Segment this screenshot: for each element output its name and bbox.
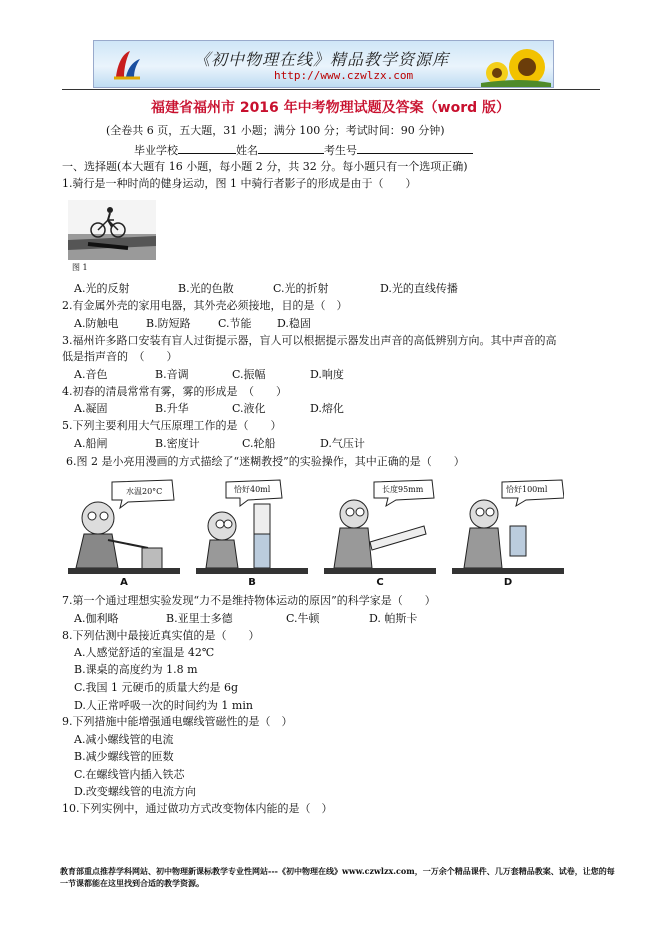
q5-option-b[interactable]: B.密度计 xyxy=(155,437,200,450)
banner-url[interactable]: http://www.czwlzx.com xyxy=(274,69,414,82)
document-title: 福建省福州市 2016 年中考物理试题及答案（word 版） xyxy=(150,100,511,116)
panel-a[interactable] xyxy=(68,478,180,588)
question-9-stem: 9.下列措施中能增强通电螺线管磁性的是（ ） xyxy=(62,715,293,728)
q3-option-c[interactable]: C.振幅 xyxy=(232,368,266,381)
q2-option-d[interactable]: D.稳固 xyxy=(277,317,311,330)
cyclist-image xyxy=(68,200,156,260)
question-7-stem: 7.第一个通过理想实验发现“力不是维持物体运动的原因”的科学家是（ ） xyxy=(62,594,436,607)
q3-option-d[interactable]: D.响度 xyxy=(310,368,344,381)
q2-option-a[interactable]: A.防触电 xyxy=(74,317,119,330)
q7-option-c[interactable]: C.牛顿 xyxy=(286,612,320,625)
q7-option-a[interactable]: A.伽利略 xyxy=(74,612,119,625)
exam-info: (全卷共 6 页，五大题，31 小题；满分 100 分；考试时间：90 分钟) xyxy=(106,124,445,137)
q2-option-c[interactable]: C.节能 xyxy=(218,317,252,330)
figure-1-caption: 图 1 xyxy=(72,263,88,272)
site-logo-icon xyxy=(112,47,142,81)
q1-option-c[interactable]: C.光的折射 xyxy=(273,282,329,295)
panel-b-bubble-text: 恰好40ml xyxy=(234,485,271,494)
candidate-fields xyxy=(134,142,473,158)
q2-option-b[interactable]: B.防短路 xyxy=(146,317,191,330)
question-1-stem: 1.骑行是一种时尚的健身运动，图 1 中骑行者影子的形成是由于（ ） xyxy=(62,177,417,190)
q4-option-a[interactable]: A.凝固 xyxy=(74,402,108,415)
exam-no-blank[interactable] xyxy=(357,142,473,154)
q1-option-d[interactable]: D.光的直线传播 xyxy=(380,282,458,295)
q9-option-a[interactable]: A.减小螺线管的电流 xyxy=(74,733,174,746)
banner-title: 《初中物理在线》精品教学资源库 xyxy=(194,50,450,69)
q9-option-b[interactable]: B.减少螺线管的匝数 xyxy=(74,750,174,763)
school-blank[interactable] xyxy=(178,142,236,154)
q1-option-a[interactable]: A.光的反射 xyxy=(74,282,130,295)
q1-option-b[interactable]: B.光的色散 xyxy=(178,282,234,295)
panel-b-label: B xyxy=(248,577,256,588)
q4-option-b[interactable]: B.升华 xyxy=(155,402,189,415)
page-footer: 教育部重点推荐学科网站、初中物理新课标教学专业性网站---《初中物理在线》www.czwlzx.com，一万余个精品课件、几万套精品教案、试卷，让您的每一节课都能在这里找到合适的教学资源。 xyxy=(60,866,615,888)
question-10-stem: 10.下列实例中，通过做功方式改变物体内能的是（ ） xyxy=(62,802,333,815)
q8-option-a[interactable]: A.人感觉舒适的室温是 42℃ xyxy=(74,646,215,659)
panel-a-label: A xyxy=(120,577,128,588)
panel-c-label: C xyxy=(376,577,384,588)
question-5-stem: 5.下列主要利用大气压原理工作的是（ ） xyxy=(62,419,282,432)
q8-option-d[interactable]: D.人正常呼吸一次的时间约为 1 min xyxy=(74,699,253,712)
q4-option-d[interactable]: D.熔化 xyxy=(310,402,344,415)
q5-option-c[interactable]: C.轮船 xyxy=(242,437,276,450)
school-label: 毕业学校 xyxy=(134,144,178,157)
q3-option-b[interactable]: B.音调 xyxy=(155,368,189,381)
header-rule xyxy=(62,89,600,90)
question-6-stem: 6.图 2 是小亮用漫画的方式描绘了“迷糊教授”的实验操作，其中正确的是（ ） xyxy=(66,455,465,468)
panel-c[interactable] xyxy=(324,478,436,588)
panel-c-bubble-text: 长度95mm xyxy=(382,485,424,494)
q7-option-d[interactable]: D. 帕斯卡 xyxy=(369,612,418,625)
sunflower-image xyxy=(481,43,551,87)
professor-ruler-image xyxy=(324,478,436,574)
name-blank[interactable] xyxy=(258,142,324,154)
figure-1 xyxy=(68,200,156,272)
panel-b[interactable] xyxy=(196,478,308,588)
exam-no-label: 考生号 xyxy=(324,144,357,157)
q4-option-c[interactable]: C.液化 xyxy=(232,402,266,415)
q5-option-a[interactable]: A.船闸 xyxy=(74,437,108,450)
professor-thermometer-image xyxy=(68,478,180,574)
professor-measuring-cup-image xyxy=(452,478,564,574)
question-3-stem-line2: 低是指声音的 （ ） xyxy=(62,350,178,363)
name-label: 姓名 xyxy=(236,144,258,157)
q5-option-d[interactable]: D.气压计 xyxy=(320,437,365,450)
q8-option-c[interactable]: C.我国 1 元硬币的质量大约是 6g xyxy=(74,681,239,694)
question-4-stem: 4.初春的清晨常常有雾，雾的形成是 （ ） xyxy=(62,385,287,398)
q9-option-c[interactable]: C.在螺线管内插入铁芯 xyxy=(74,768,185,781)
q9-option-d[interactable]: D.改变螺线管的电流方向 xyxy=(74,785,196,798)
question-2-stem: 2.有金属外壳的家用电器，其外壳必须接地，目的是（ ） xyxy=(62,299,348,312)
question-3-stem-line1: 3.福州许多路口安装有盲人过街提示器，盲人可以根据提示器发出声音的高低辨别方向。其中声音的高 xyxy=(62,334,557,347)
figure-2 xyxy=(68,478,580,588)
section-heading: 一、选择题(本大题有 16 小题，每小题 2 分，共 32 分。每小题只有一个选项正确) xyxy=(62,160,468,173)
professor-cylinder-image xyxy=(196,478,308,574)
panel-d-bubble-text: 恰好100ml xyxy=(506,485,548,494)
panel-a-bubble-text: 水温20°C xyxy=(126,487,163,496)
panel-d-label: D xyxy=(503,577,513,588)
panel-d[interactable] xyxy=(452,478,564,588)
header-banner xyxy=(93,40,554,88)
question-8-stem: 8.下列估测中最接近真实值的是（ ） xyxy=(62,629,260,642)
q3-option-a[interactable]: A.音色 xyxy=(74,368,108,381)
q7-option-b[interactable]: B.亚里士多德 xyxy=(166,612,233,625)
q8-option-b[interactable]: B.课桌的高度约为 1.8 m xyxy=(74,663,198,676)
